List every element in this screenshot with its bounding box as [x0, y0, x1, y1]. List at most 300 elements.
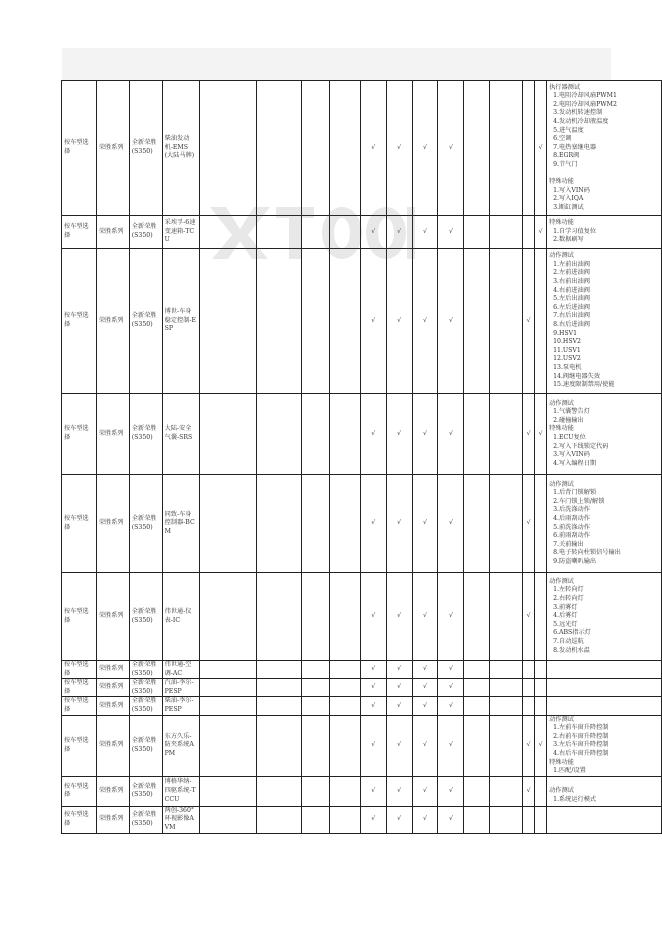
function-check-cell: [535, 81, 547, 216]
model-cell: 全新荣胜(S350): [129, 249, 162, 394]
function-check-cell: [464, 679, 490, 697]
function-check-cell: [360, 81, 386, 216]
function-check-cell: [302, 249, 330, 394]
function-check-cell: [199, 249, 257, 394]
detail-line: 3.写入VIN码: [553, 451, 590, 459]
function-details-cell: [547, 661, 662, 679]
detail-line: 执行器测试: [549, 83, 581, 91]
check-mark: √: [448, 741, 453, 749]
detail-line: 2.右转向灯: [553, 595, 584, 603]
function-check-cell: [386, 573, 412, 661]
series-cell: 荣胜系列: [96, 661, 129, 679]
function-check-cell: [257, 216, 302, 249]
detail-line: 4.右后车窗升降控制: [553, 749, 609, 757]
detail-line: 4.后雾灯: [553, 612, 578, 620]
function-check-cell: [412, 573, 438, 661]
function-check-cell: [523, 697, 535, 715]
model-cell: 全新荣胜(S350): [129, 806, 162, 833]
function-check-cell: [360, 249, 386, 394]
function-details-cell: [547, 776, 662, 806]
function-check-cell: [302, 661, 330, 679]
detail-line: 1.气囊警告灯: [553, 408, 590, 416]
detail-line: 4.右前进油阀: [553, 286, 590, 294]
check-mark: √: [397, 429, 402, 437]
function-check-cell: [302, 394, 330, 475]
function-check-cell: [199, 679, 257, 697]
detail-line: 2.车门锁上锁/解锁: [553, 497, 605, 505]
check-mark: √: [423, 227, 427, 235]
detail-line: 4.写入编程日期: [553, 459, 597, 467]
check-mark: √: [423, 519, 427, 527]
function-check-cell: [329, 679, 360, 697]
detail-line: 2.数据刷写: [553, 236, 584, 244]
detail-line: 5.远光灯: [553, 620, 578, 628]
function-check-cell: [535, 776, 547, 806]
model-cell: 全新荣胜(S350): [129, 776, 162, 806]
function-details-cell: [547, 475, 662, 573]
detail-line: 动作测试: [549, 786, 574, 794]
function-check-cell: [199, 216, 257, 249]
check-mark: √: [448, 701, 453, 709]
detail-line: 6.空调: [553, 135, 572, 143]
detail-line: 特殊功能: [549, 425, 574, 433]
function-check-cell: [438, 679, 464, 697]
detail-line: 动作测试: [549, 252, 574, 260]
detail-line: 3.左后车窗升降控制: [553, 741, 609, 749]
selection-type-cell: 按车型选择: [62, 573, 97, 661]
function-check-cell: [523, 806, 535, 833]
function-check-cell: [438, 697, 464, 715]
function-check-cell: [199, 661, 257, 679]
check-mark: √: [448, 227, 453, 235]
detail-line: 10.HSV2: [553, 338, 581, 346]
system-cell: 伟世通-仪表-IC: [162, 573, 199, 661]
system-cell: 柴油-李尔-PESP: [162, 697, 199, 715]
check-mark: √: [448, 815, 453, 823]
function-check-cell: [535, 697, 547, 715]
function-check-cell: [386, 475, 412, 573]
check-mark: √: [371, 143, 376, 151]
function-check-cell: [438, 394, 464, 475]
series-cell: 荣胜系列: [96, 81, 129, 216]
check-mark: √: [448, 143, 453, 151]
function-check-cell: [386, 776, 412, 806]
detail-line: 6.前雨刮动作: [553, 532, 590, 540]
function-check-cell: [302, 679, 330, 697]
detail-line: 1.自学习值复位: [553, 227, 597, 235]
detail-line: 14.阀继电器失效: [553, 372, 601, 380]
table-body: [62, 81, 662, 834]
function-check-cell: [438, 806, 464, 833]
detail-line: 1.左转向灯: [553, 586, 584, 594]
series-cell: 荣胜系列: [96, 394, 129, 475]
function-check-cell: [535, 573, 547, 661]
function-check-cell: [329, 776, 360, 806]
function-check-cell: [438, 573, 464, 661]
system-cell: 柴油发动机-EMS(大陆马牌): [162, 81, 199, 216]
check-mark: √: [371, 519, 376, 527]
function-check-cell: [412, 776, 438, 806]
function-check-cell: [490, 81, 523, 216]
function-check-cell: [257, 806, 302, 833]
selection-type-cell: 按车型选择: [62, 475, 97, 573]
function-check-cell: [329, 216, 360, 249]
detail-line: 7.自动巡航: [553, 637, 584, 645]
function-check-cell: [535, 661, 547, 679]
function-check-cell: [412, 249, 438, 394]
function-check-cell: [386, 697, 412, 715]
check-mark: √: [423, 665, 427, 673]
detail-line: 1.左前车窗升降控制: [553, 724, 609, 732]
function-check-cell: [490, 394, 523, 475]
selection-type-cell: 按车型选择: [62, 715, 97, 776]
function-check-cell: [257, 679, 302, 697]
check-mark: √: [371, 741, 376, 749]
function-check-cell: [257, 776, 302, 806]
detail-line: 特殊功能: [549, 178, 574, 186]
detail-line: 11.USV1: [553, 346, 581, 354]
model-cell: 全新荣胜(S350): [129, 394, 162, 475]
table-row: [62, 697, 662, 715]
function-check-cell: [464, 661, 490, 679]
function-check-cell: [464, 776, 490, 806]
detail-line: 1.后背门锁解锁: [553, 489, 597, 497]
function-check-cell: [535, 806, 547, 833]
detail-line: 4.发动机冷却液温度: [553, 117, 609, 125]
detail-line: 2.写入下线锁定代码: [553, 442, 609, 450]
function-check-cell: [386, 806, 412, 833]
detail-line: 1.写入VIN码: [553, 186, 590, 194]
check-mark: √: [371, 683, 376, 691]
table-row: [62, 249, 662, 394]
series-cell: 荣胜系列: [96, 715, 129, 776]
function-check-cell: [412, 81, 438, 216]
function-check-cell: [523, 776, 535, 806]
check-mark: √: [423, 786, 427, 794]
detail-line: 动作测试: [549, 399, 574, 407]
function-check-cell: [438, 81, 464, 216]
detail-gap: [549, 778, 659, 787]
function-check-cell: [490, 679, 523, 697]
function-check-cell: [535, 715, 547, 776]
selection-type-cell: 按车型选择: [62, 776, 97, 806]
table-row: [62, 475, 662, 573]
function-check-cell: [523, 249, 535, 394]
check-mark: √: [397, 143, 402, 151]
detail-line: 1.ECU复位: [553, 434, 586, 441]
table-row: [62, 661, 662, 679]
series-cell: 荣胜系列: [96, 216, 129, 249]
function-check-cell: [412, 216, 438, 249]
detail-line: 8.电子转向柱锁信号输出: [553, 549, 621, 557]
function-check-cell: [257, 697, 302, 715]
detail-line: 6.ABS指示灯: [553, 629, 591, 637]
function-check-cell: [329, 573, 360, 661]
check-mark: √: [526, 429, 531, 437]
function-check-cell: [412, 661, 438, 679]
function-check-cell: [302, 573, 330, 661]
selection-type-cell: 按车型选择: [62, 661, 97, 679]
system-cell: 大陆-安全气囊-SRS: [162, 394, 199, 475]
function-details-cell: [547, 81, 662, 216]
series-cell: 荣胜系列: [96, 679, 129, 697]
function-check-cell: [199, 776, 257, 806]
check-mark: √: [538, 741, 543, 749]
check-mark: √: [371, 786, 376, 794]
check-mark: √: [538, 143, 543, 151]
check-mark: √: [397, 741, 402, 749]
check-mark: √: [397, 665, 402, 673]
function-check-cell: [523, 394, 535, 475]
detail-line: 3.右前出油阀: [553, 278, 590, 286]
check-mark: √: [397, 701, 402, 709]
selection-type-cell: 按车型选择: [62, 216, 97, 249]
detail-line: 1.电阻冷却风扇PWM1: [553, 92, 617, 100]
function-check-cell: [329, 806, 360, 833]
check-mark: √: [448, 429, 453, 437]
function-check-cell: [386, 249, 412, 394]
detail-line: 9.HSV1: [553, 329, 578, 337]
detail-line: 5.进气温度: [553, 126, 584, 134]
function-check-cell: [535, 475, 547, 573]
detail-line: 7.关前输出: [553, 540, 584, 548]
function-check-cell: [360, 661, 386, 679]
function-check-cell: [360, 573, 386, 661]
detail-line: 2.写入IQA: [553, 195, 584, 203]
check-mark: √: [423, 612, 427, 620]
check-mark: √: [371, 612, 376, 620]
function-check-cell: [329, 715, 360, 776]
check-mark: √: [371, 815, 376, 823]
function-check-cell: [523, 573, 535, 661]
detail-line: 8.EGR阀: [553, 152, 580, 160]
selection-type-cell: 按车型选择: [62, 394, 97, 475]
detail-line: 7.右后出油阀: [553, 312, 590, 320]
check-mark: √: [397, 612, 402, 620]
detail-line: 15.速度限制禁用/使能: [553, 381, 615, 389]
function-check-cell: [329, 249, 360, 394]
table-row: [62, 573, 662, 661]
function-check-cell: [199, 715, 257, 776]
detail-line: 5.左后出油阀: [553, 295, 590, 303]
function-check-cell: [386, 715, 412, 776]
function-check-cell: [302, 81, 330, 216]
function-check-cell: [535, 679, 547, 697]
function-check-cell: [464, 216, 490, 249]
function-check-cell: [523, 715, 535, 776]
detail-line: 1.左前出油阀: [553, 260, 590, 268]
vehicle-function-table: [61, 80, 662, 834]
function-check-cell: [464, 475, 490, 573]
function-check-cell: [490, 249, 523, 394]
selection-type-cell: 按车型选择: [62, 697, 97, 715]
system-cell: 采埃孚-6速变速箱-TCU: [162, 216, 199, 249]
function-check-cell: [302, 475, 330, 573]
check-mark: √: [448, 519, 453, 527]
series-cell: 荣胜系列: [96, 806, 129, 833]
function-check-cell: [490, 776, 523, 806]
check-mark: √: [423, 741, 427, 749]
function-check-cell: [329, 394, 360, 475]
system-cell: 汽油-李尔-PESP: [162, 679, 199, 697]
check-mark: √: [423, 683, 427, 691]
function-details-cell: [547, 394, 662, 475]
function-check-cell: [257, 661, 302, 679]
detail-line: 3.前雾灯: [553, 603, 578, 611]
function-check-cell: [490, 697, 523, 715]
detail-line: 2.右前车窗升降控制: [553, 732, 609, 740]
function-check-cell: [535, 394, 547, 475]
model-cell: 全新荣胜(S350): [129, 216, 162, 249]
table-row: [62, 216, 662, 249]
table-row: [62, 81, 662, 216]
selection-type-cell: 按车型选择: [62, 81, 97, 216]
function-check-cell: [199, 81, 257, 216]
function-check-cell: [412, 715, 438, 776]
table-row: [62, 394, 662, 475]
check-mark: √: [448, 316, 453, 324]
check-mark: √: [371, 429, 376, 437]
model-cell: 全新荣胜(S350): [129, 661, 162, 679]
function-check-cell: [523, 661, 535, 679]
series-cell: 荣胜系列: [96, 776, 129, 806]
check-mark: √: [448, 786, 453, 794]
check-mark: √: [423, 143, 427, 151]
page-header-band: [62, 48, 611, 80]
detail-line: 8.发动机水温: [553, 646, 590, 654]
function-check-cell: [523, 216, 535, 249]
function-check-cell: [199, 806, 257, 833]
series-cell: 荣胜系列: [96, 573, 129, 661]
system-cell: 东方久乐-防夹系统APM: [162, 715, 199, 776]
detail-line: 12.USV2: [553, 355, 581, 363]
function-check-cell: [438, 216, 464, 249]
check-mark: √: [448, 665, 453, 673]
function-check-cell: [490, 573, 523, 661]
function-check-cell: [199, 697, 257, 715]
function-check-cell: [535, 216, 547, 249]
detail-line: 3.发动机转速控制: [553, 109, 603, 117]
function-check-cell: [360, 715, 386, 776]
function-check-cell: [490, 715, 523, 776]
function-check-cell: [412, 475, 438, 573]
function-check-cell: [386, 81, 412, 216]
detail-gap: [549, 169, 659, 178]
table-row: [62, 806, 662, 833]
detail-line: 动作测试: [549, 480, 574, 488]
detail-line: 5.前洗涤动作: [553, 523, 590, 531]
detail-line: 2.电阻冷却风扇PWM2: [553, 100, 617, 108]
detail-line: 9.防盗喇叭输出: [553, 557, 597, 565]
check-mark: √: [397, 519, 402, 527]
function-check-cell: [438, 776, 464, 806]
function-details-cell: [547, 679, 662, 697]
check-mark: √: [371, 701, 376, 709]
function-check-cell: [438, 661, 464, 679]
function-check-cell: [490, 216, 523, 249]
model-cell: 全新荣胜(S350): [129, 475, 162, 573]
detail-line: 13.泵电机: [553, 363, 582, 371]
function-check-cell: [329, 475, 360, 573]
function-details-cell: [547, 249, 662, 394]
function-check-cell: [302, 697, 330, 715]
function-check-cell: [464, 697, 490, 715]
function-check-cell: [412, 806, 438, 833]
system-cell: 博格华纳-四驱系统-TCCU: [162, 776, 199, 806]
check-mark: √: [397, 786, 402, 794]
check-mark: √: [397, 815, 402, 823]
check-mark: √: [448, 683, 453, 691]
function-check-cell: [464, 249, 490, 394]
check-mark: √: [526, 741, 531, 749]
series-cell: 荣胜系列: [96, 697, 129, 715]
check-mark: √: [526, 612, 531, 620]
check-mark: √: [423, 701, 427, 709]
function-check-cell: [257, 249, 302, 394]
check-mark: √: [526, 786, 531, 794]
function-check-cell: [464, 81, 490, 216]
function-check-cell: [360, 216, 386, 249]
function-check-cell: [386, 661, 412, 679]
detail-line: 9.节气门: [553, 160, 578, 168]
selection-type-cell: 按车型选择: [62, 679, 97, 697]
detail-line: 7.电热塞继电器: [553, 143, 597, 151]
function-check-cell: [464, 394, 490, 475]
function-check-cell: [329, 697, 360, 715]
function-check-cell: [386, 216, 412, 249]
function-check-cell: [438, 715, 464, 776]
detail-line: 3.断缸测试: [553, 203, 584, 211]
function-check-cell: [523, 81, 535, 216]
function-details-cell: [547, 715, 662, 776]
detail-line: 特殊功能: [549, 219, 574, 227]
function-check-cell: [386, 394, 412, 475]
model-cell: 全新荣胜(S350): [129, 573, 162, 661]
selection-type-cell: 按车型选择: [62, 806, 97, 833]
function-check-cell: [360, 776, 386, 806]
detail-line: 动作测试: [549, 577, 574, 585]
function-check-cell: [257, 573, 302, 661]
function-check-cell: [386, 679, 412, 697]
check-mark: √: [371, 665, 376, 673]
check-mark: √: [423, 429, 427, 437]
function-check-cell: [490, 661, 523, 679]
function-check-cell: [302, 715, 330, 776]
function-check-cell: [257, 394, 302, 475]
function-check-cell: [329, 661, 360, 679]
function-check-cell: [464, 573, 490, 661]
function-check-cell: [360, 679, 386, 697]
selection-type-cell: 按车型选择: [62, 249, 97, 394]
function-check-cell: [360, 806, 386, 833]
function-check-cell: [523, 475, 535, 573]
check-mark: √: [526, 519, 531, 527]
check-mark: √: [397, 227, 402, 235]
check-mark: √: [423, 316, 427, 324]
check-mark: √: [526, 316, 531, 324]
function-details-cell: [547, 573, 662, 661]
table-row: [62, 715, 662, 776]
model-cell: 全新荣胜(S350): [129, 697, 162, 715]
table-row: [62, 679, 662, 697]
table-row: [62, 776, 662, 806]
check-mark: √: [397, 683, 402, 691]
function-check-cell: [360, 697, 386, 715]
function-check-cell: [523, 679, 535, 697]
check-mark: √: [397, 316, 402, 324]
model-cell: 全新荣胜(S350): [129, 715, 162, 776]
function-check-cell: [329, 81, 360, 216]
